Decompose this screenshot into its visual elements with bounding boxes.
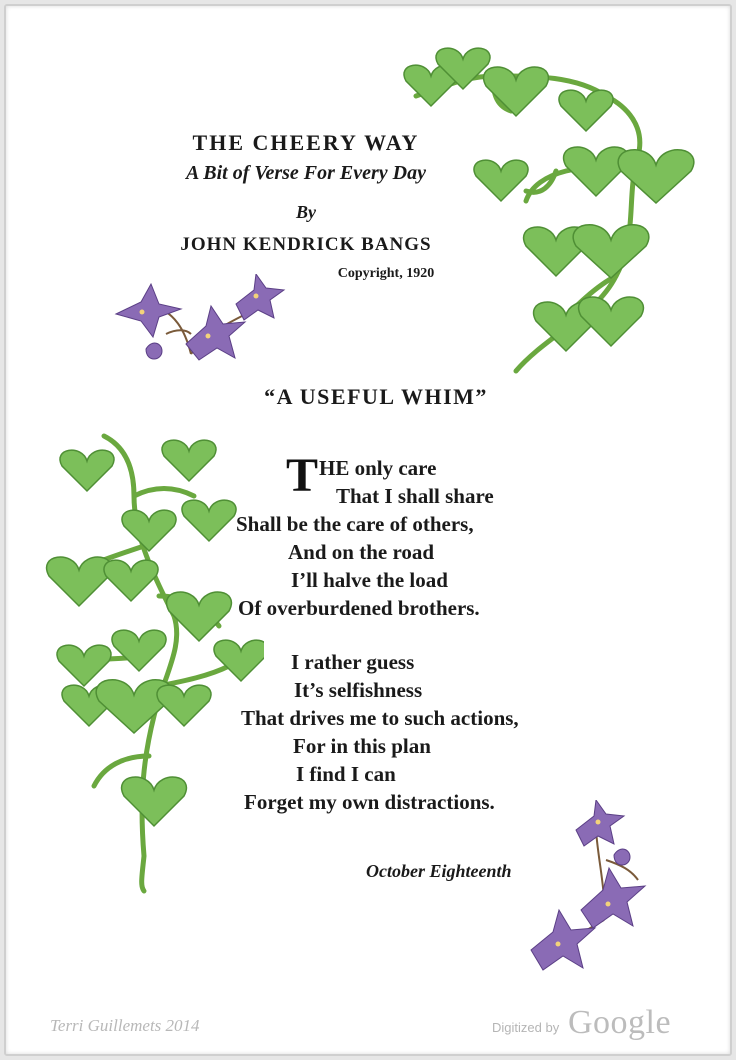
byline-label: By bbox=[296, 202, 316, 222]
google-watermark: Google bbox=[568, 1004, 672, 1041]
poem-line: Shall be the care of others, bbox=[236, 512, 474, 536]
vine-top-right-illustration bbox=[376, 36, 696, 376]
poem-page bbox=[4, 4, 732, 1056]
poem-line: I’ll halve the load bbox=[291, 568, 448, 592]
copyright-notice: Copyright, 1920 bbox=[337, 266, 435, 281]
author-name: JOHN KENDRICK BANGS bbox=[180, 234, 432, 255]
poem-line: That drives me to such actions, bbox=[241, 706, 519, 730]
violet-flowers-top-illustration bbox=[106, 274, 306, 389]
poem-line: That I shall share bbox=[336, 484, 494, 508]
poem-line: And on the road bbox=[288, 540, 435, 564]
poem-line: I rather guess bbox=[291, 650, 415, 674]
book-subtitle: A Bit of Verse For Every Day bbox=[186, 162, 426, 184]
drop-cap-letter: T bbox=[286, 449, 319, 502]
poem-line: For in this plan bbox=[293, 734, 431, 758]
poem-line: Of overburdened brothers. bbox=[238, 596, 480, 620]
creator-signature: Terri Guillemets 2014 bbox=[50, 1016, 200, 1035]
poem-line: HE only care bbox=[319, 456, 437, 480]
poem-date: October Eighteenth bbox=[366, 861, 512, 881]
poem-line: I find I can bbox=[296, 762, 396, 786]
digitized-by-label: Digitized by bbox=[492, 1020, 560, 1035]
book-title: THE CHEERY WAY bbox=[192, 130, 420, 155]
violet-flowers-bottom-right-illustration bbox=[526, 800, 666, 990]
poem-title: “A USEFUL WHIM” bbox=[264, 384, 488, 409]
poem-line: It’s selfishness bbox=[294, 678, 423, 702]
vine-left-illustration bbox=[44, 426, 264, 896]
poem-line: Forget my own distractions. bbox=[244, 790, 495, 814]
